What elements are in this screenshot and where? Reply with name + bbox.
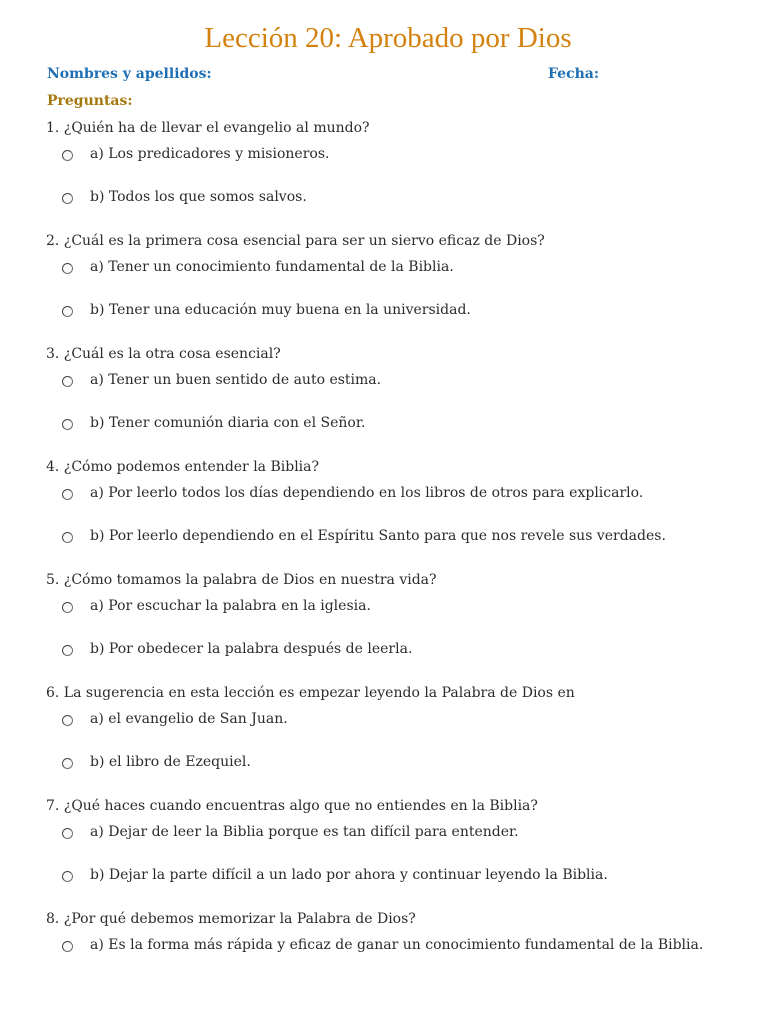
question-8 — [46, 909, 746, 1022]
option-6a[interactable] — [62, 709, 288, 729]
radio-button[interactable] — [62, 419, 73, 430]
option-7a[interactable] — [62, 822, 519, 842]
question-7 — [46, 796, 746, 909]
option-label: a) Dejar de leer la Biblia porque es tan difícil para entender. — [90, 824, 519, 840]
radio-button[interactable] — [62, 532, 73, 543]
option-3a[interactable] — [62, 370, 381, 390]
radio-button[interactable] — [62, 263, 73, 274]
question-text: 1. ¿Quién ha de llevar el evangelio al mundo? — [46, 120, 370, 136]
question-1 — [46, 118, 746, 231]
option-2b[interactable] — [62, 300, 471, 320]
option-2a[interactable] — [62, 257, 454, 277]
option-6b[interactable] — [62, 752, 251, 772]
option-label: a) Tener un conocimiento fundamental de la Biblia. — [90, 259, 454, 275]
option-label: a) Por escuchar la palabra en la iglesia. — [90, 598, 371, 614]
option-5a[interactable] — [62, 596, 371, 616]
radio-button[interactable] — [62, 193, 73, 204]
radio-button[interactable] — [62, 828, 73, 839]
radio-button[interactable] — [62, 871, 73, 882]
question-6 — [46, 683, 746, 796]
radio-button[interactable] — [62, 306, 73, 317]
radio-button[interactable] — [62, 376, 73, 387]
question-text: 2. ¿Cuál es la primera cosa esencial para ser un siervo eficaz de Dios? — [46, 233, 545, 249]
radio-button[interactable] — [62, 941, 73, 952]
radio-button[interactable] — [62, 602, 73, 613]
option-label: b) Dejar la parte difícil a un lado por ahora y continuar leyendo la Biblia. — [90, 867, 608, 883]
radio-button[interactable] — [62, 150, 73, 161]
question-text: 7. ¿Qué haces cuando encuentras algo que no entiendes en la Biblia? — [46, 798, 538, 814]
option-label: b) Por obedecer la palabra después de leerla. — [90, 641, 413, 657]
question-text: 8. ¿Por qué debemos memorizar la Palabra de Dios? — [46, 911, 416, 927]
question-4 — [46, 457, 746, 570]
radio-button[interactable] — [62, 758, 73, 769]
page-title: Lección 20: Aprobado por Dios — [204, 22, 572, 54]
option-label: a) Por leerlo todos los días dependiendo en los libros de otros para explicarlo. — [90, 485, 644, 501]
question-5 — [46, 570, 746, 683]
question-text: 3. ¿Cuál es la otra cosa esencial? — [46, 346, 281, 362]
date-field-label: Fecha: — [548, 66, 600, 82]
option-label: b) Todos los que somos salvos. — [90, 189, 307, 205]
option-label: a) Tener un buen sentido de auto estima. — [90, 372, 382, 388]
option-label: b) el libro de Ezequiel. — [90, 754, 251, 770]
question-3 — [46, 344, 746, 457]
option-label: b) Tener una educación muy buena en la universidad. — [90, 302, 471, 318]
option-label: b) Tener comunión diaria con el Señor. — [90, 415, 366, 431]
option-3b[interactable] — [62, 413, 365, 433]
option-1a[interactable] — [62, 144, 329, 164]
question-text: 5. ¿Cómo tomamos la palabra de Dios en nuestra vida? — [46, 572, 437, 588]
option-4b[interactable] — [62, 526, 666, 546]
option-1b[interactable] — [62, 187, 307, 207]
option-8a[interactable] — [62, 935, 703, 955]
option-label: a) Los predicadores y misioneros. — [90, 146, 330, 162]
question-2 — [46, 231, 746, 344]
name-field-label: Nombres y apellidos: — [47, 66, 212, 82]
questions-heading: Preguntas: — [47, 93, 133, 109]
option-label: a) Es la forma más rápida y eficaz de ganar un conocimiento fundamental de la Biblia. — [90, 937, 704, 953]
option-label: b) Por leerlo dependiendo en el Espíritu Santo para que nos revele sus verdades. — [90, 528, 666, 544]
option-4a[interactable] — [62, 483, 643, 503]
radio-button[interactable] — [62, 715, 73, 726]
option-5b[interactable] — [62, 639, 412, 659]
option-7b[interactable] — [62, 865, 608, 885]
radio-button[interactable] — [62, 645, 73, 656]
question-text: 6. La sugerencia en esta lección es empezar leyendo la Palabra de Dios en — [46, 685, 575, 701]
question-list — [46, 118, 746, 1022]
radio-button[interactable] — [62, 489, 73, 500]
option-label: a) el evangelio de San Juan. — [90, 711, 288, 727]
question-text: 4. ¿Cómo podemos entender la Biblia? — [46, 459, 320, 475]
